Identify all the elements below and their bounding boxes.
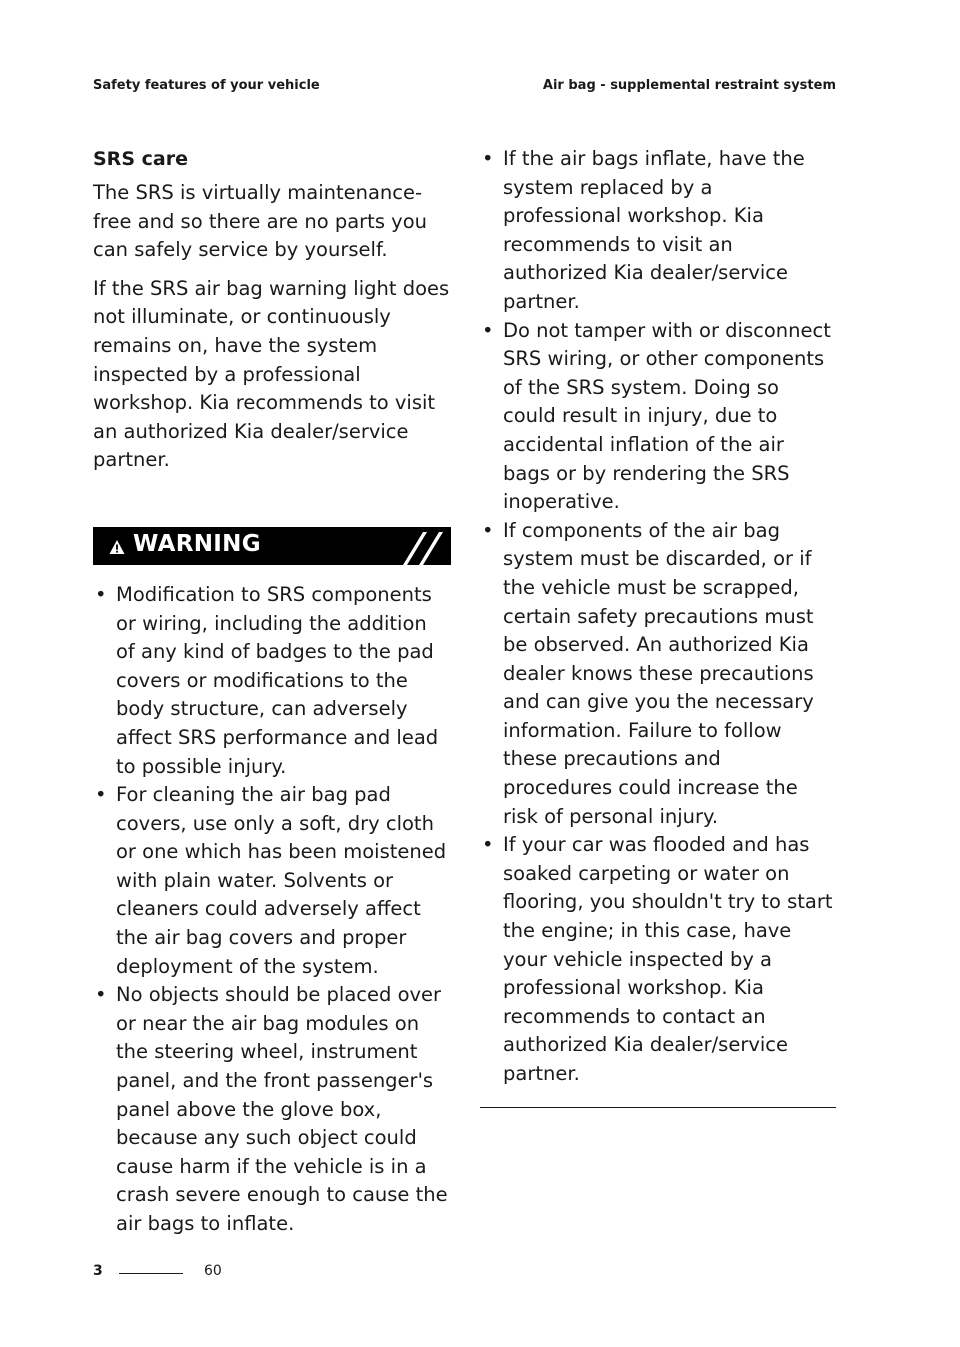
list-item-text: No objects should be placed over or near the air bag modules on the steering wheel, instrument panel, and the front passenger's panel above the glove box, because any such object could cause harm if the vehicle is in a crash severe enough to cause the air bags to inflate. (116, 983, 448, 1235)
header-section-title: Safety features of your vehicle (93, 78, 320, 93)
list-item (480, 517, 836, 832)
warning-label: WARNING (133, 530, 261, 557)
bullet-icon: • (482, 318, 494, 342)
bullet-icon: • (482, 518, 494, 542)
list-item-text: If your car was flooded and has soaked carpeting or water on flooring, you shouldn't try to start the engine; in this case, have your vehicle inspected by a professional workshop. Kia recommends to contact an authorized Kia dealer/service partner. (503, 833, 833, 1085)
section-heading-srs-care: SRS care (93, 148, 188, 170)
footer-divider (119, 1273, 183, 1274)
right-column (480, 145, 836, 1108)
warning-list-left (93, 581, 451, 1239)
list-item-text: If components of the air bag system must be discarded, or if the vehicle must be scrapped, certain safety precautions must be observed. An authorized Kia dealer knows these precautions and can give you the necessary information. Failure to follow these precautions and procedures could increase the risk of personal injury. (503, 518, 814, 828)
bullet-icon: • (482, 833, 494, 857)
list-item-text: For cleaning the air bag pad covers, use only a soft, dry cloth or one which has been moistened with plain water. Solvents or cleaners could adversely affect the air bag covers and proper deployment of the system. (116, 783, 447, 978)
warning-list-right (480, 145, 836, 1089)
srs-care-paragraph: If the SRS air bag warning light does not illuminate, or continuously remains on, have the system inspected by a professional workshop. Kia recommends to visit an authorized Kia dealer/service partner. (93, 276, 450, 472)
warning-banner (93, 527, 451, 565)
bullet-icon: • (95, 983, 107, 1007)
banner-slashes-decoration (393, 527, 451, 565)
warning-triangle-icon (109, 539, 125, 555)
bullet-icon: • (482, 147, 494, 170)
bullet-icon: • (95, 582, 107, 606)
chapter-number: 3 (93, 1263, 103, 1279)
list-item (480, 317, 836, 517)
list-item-text: If the air bags inflate, have the system replaced by a professional workshop. Kia recommends to visit an authorized Kia dealer/service partner. (503, 147, 805, 313)
bullet-icon: • (95, 783, 107, 807)
list-item-text: Modification to SRS components or wiring, including the addition of any kind of badges to the pad covers or modifications to the body structure, can adversely affect SRS performance and lead to possible injury. (116, 582, 439, 778)
list-item (480, 831, 836, 1088)
page-header (93, 78, 836, 98)
page-footer (93, 1263, 293, 1283)
list-item-text: Do not tamper with or disconnect SRS wiring, or other components of the SRS system. Doing so could result in injury, due to accidental inflation of the air bags or by rendering the SRS inoperative. (503, 318, 831, 514)
list-item (93, 981, 451, 1238)
list-item (93, 781, 451, 981)
list-item (480, 145, 836, 317)
header-topic-title: Air bag - supplemental restraint system (542, 78, 836, 93)
left-column (93, 145, 451, 1239)
page-number: 60 (204, 1263, 222, 1279)
warning-end-rule (480, 1107, 836, 1108)
srs-care-paragraph: The SRS is virtually maintenance-free and so there are no parts you can safely service by yourself. (93, 181, 428, 262)
list-item (93, 581, 451, 781)
